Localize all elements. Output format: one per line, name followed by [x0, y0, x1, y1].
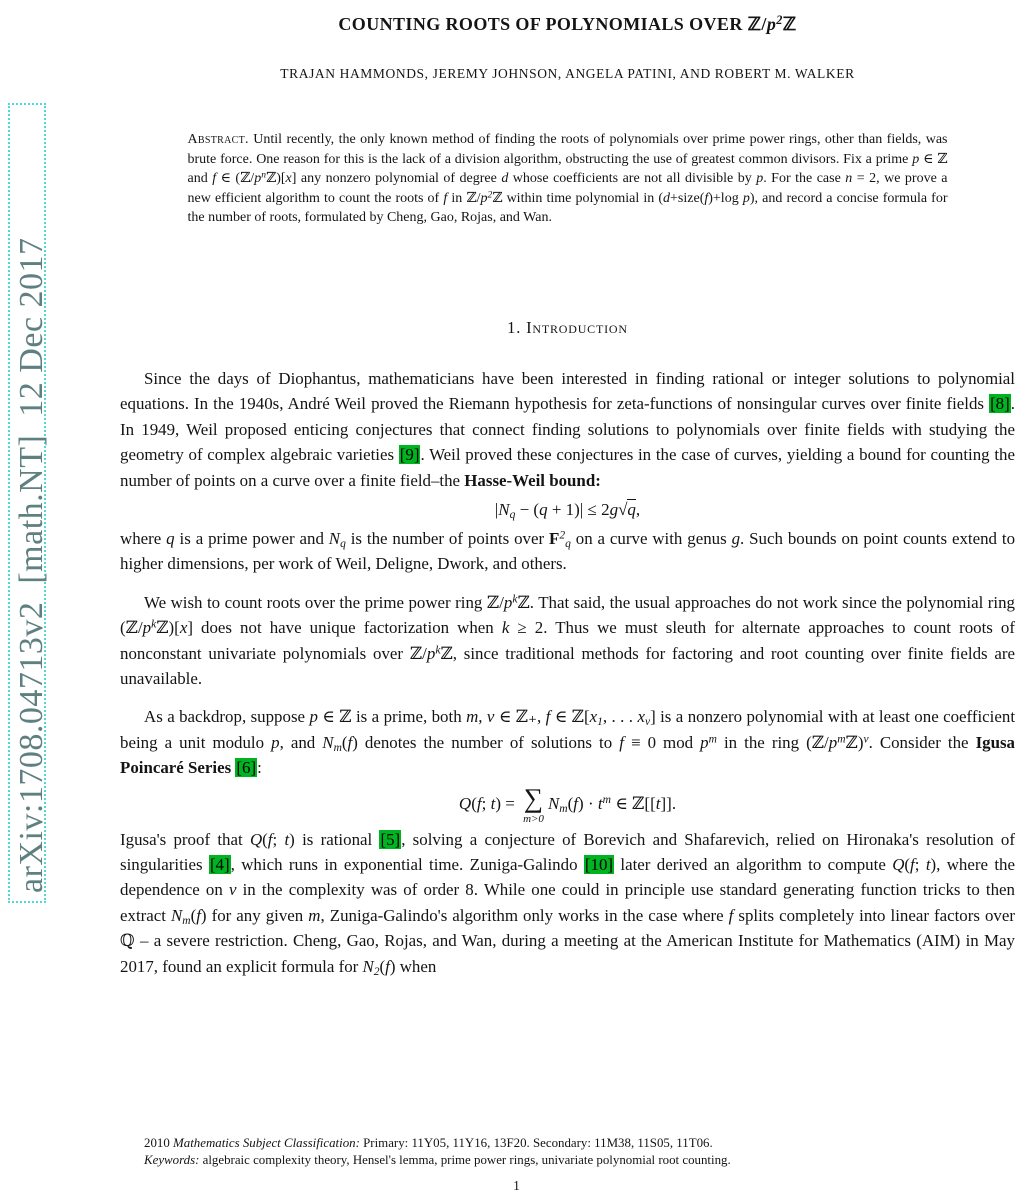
abstract [188, 130, 948, 228]
arxiv-watermark: arXiv:1708.04713v2 [math.NT] 12 Dec 2017 [13, 237, 50, 893]
footnote-keywords: Keywords: algebraic complexity theory, Hensel's lemma, prime power rings, univariate polynomial root counting. [144, 1153, 731, 1168]
paper-content [120, 0, 1015, 979]
citation-link[interactable]: [10] [584, 855, 614, 875]
abstract-label: Abstract. [187, 132, 249, 147]
citation-link[interactable]: [6] [236, 758, 257, 778]
footnote-msc: 2010 Mathematics Subject Classification: Primary: 11Y05, 11Y16, 13F20. Secondary: 11M38, 11S05, 11T06. [144, 1135, 713, 1150]
paragraph-intro-2: We wish to count roots over the prime power ring $ℤ/p^kℤ$. That said, the usual approaches do not work since the polynomial ring $(ℤ/p^kℤ)[x]$ does not have unique factorization when k ≥ 2. Thus we must sleuth for alternate approaches to count roots of nonconstant univariate polynomials over $ℤ/p^kℤ$, since traditional methods for factoring and root counting over finite fields are unavailable. [120, 592, 1016, 689]
abstract-text: Until recently, the only known method of finding the roots of polynomials over prime power rings, other than fields, was brute force. One reason for this is the lack of a division algorithm, obstructing the use of greatest common divisors. Fix a prime p ∈ ℤ and f ∈ $(ℤ/p^nℤ)[x]$ any nonzero polynomial of degree d whose coefficients are not all divisible by p. For the case n = 2, we prove a new efficient algorithm to count the roots of f in $ℤ/p^2ℤ$ within time polynomial in (d+size(f)+log p), and record a concise formula for the number of roots, formulated by Cheng, Gao, Rojas, and Wan. [187, 132, 948, 226]
paper-authors: TRAJAN HAMMONDS, JEREMY JOHNSON, ANGELA PATINI, AND ROBERT M. WALKER [280, 66, 855, 81]
citation-link[interactable]: [4] [209, 855, 230, 875]
summation-operator: ∑ m>0 [523, 782, 544, 825]
citation-link[interactable]: [5] [380, 829, 401, 849]
citation-link[interactable]: [8] [990, 394, 1010, 414]
footnote [130, 1135, 1017, 1170]
section-heading: 1. Introduction [507, 317, 628, 337]
paragraph-intro-1: Since the days of Diophantus, mathematicians have been interested in finding rational or integer solutions to polynomial equations. In the 1940s, André Weil proved the Riemann hypothesis for zeta-functions of nonsingular curves over finite fields [8]. In 1949, Weil proposed enticing conjectures that connect finding solutions to polynomials over finite fields with studying the geometry of complex algebraic varieties [9]. Weil proved these conjectures in the case of curves, yielding a bound for counting the number of points on a curve over a finite field–the Hasse-Weil bound: [120, 368, 1015, 490]
paragraph-intro-3: As a backdrop, suppose p ∈ ℤ is a prime, both m, v ∈ ℤ₊, f ∈ $ℤ[x_1$, . . . $x_v$] is a nonzero polynomial with at least one coefficient being a unit modulo p, and $N_m(f)$ denotes the number of solutions to f ≡ 0 mod $p^m$ in the ring $(ℤ/p^mℤ)^v$. Consider the Igusa Poincaré Series [6]: [120, 707, 1016, 778]
paper-title: COUNTING ROOTS OF POLYNOMIALS OVER $ℤ/p^2ℤ$ [338, 12, 797, 34]
citation-link[interactable]: [9] [399, 445, 420, 465]
equation-hasse-weil: $|N_q - (q + 1)| \le 2g√q$, [494, 500, 641, 522]
equation-igusa-poincare-series: Q(f; t) = ∑ m>0 $N_m(f) \cdot t^m$ ∈ ℤ[[t]]. [458, 782, 677, 825]
paragraph-intro-1-continued: where q is a prime power and $N_q$ is the number of points over $F^2_q$ on a curve with genus g. Such bounds on point counts extend to higher dimensions, per work of Weil, Deligne, Dwork, and others. [120, 529, 1016, 574]
page-number: 1 [513, 1178, 520, 1193]
paragraph-intro-4: Igusa's proof that Q(f; t) is rational [5], solving a conjecture of Borevich and Shafarevich, relied on Hironaka's resolution of singularities [4], which runs in exponential time. Zuniga-Galindo [10] later derived an algorithm to compute Q(f; t), where the dependence on v in the complexity was of order 8. While one could in principle use standard generating function tricks to then extract $N_m(f)$ for any given m, Zuniga-Galindo's algorithm only works in the case where f splits completely into linear factors over ℚ – a severe restriction. Cheng, Gao, Rojas, and Wan, during a meeting at the American Institute for Mathematics (AIM) in May 2017, found an explicit formula for $N_2(f)$ when [120, 829, 1016, 978]
